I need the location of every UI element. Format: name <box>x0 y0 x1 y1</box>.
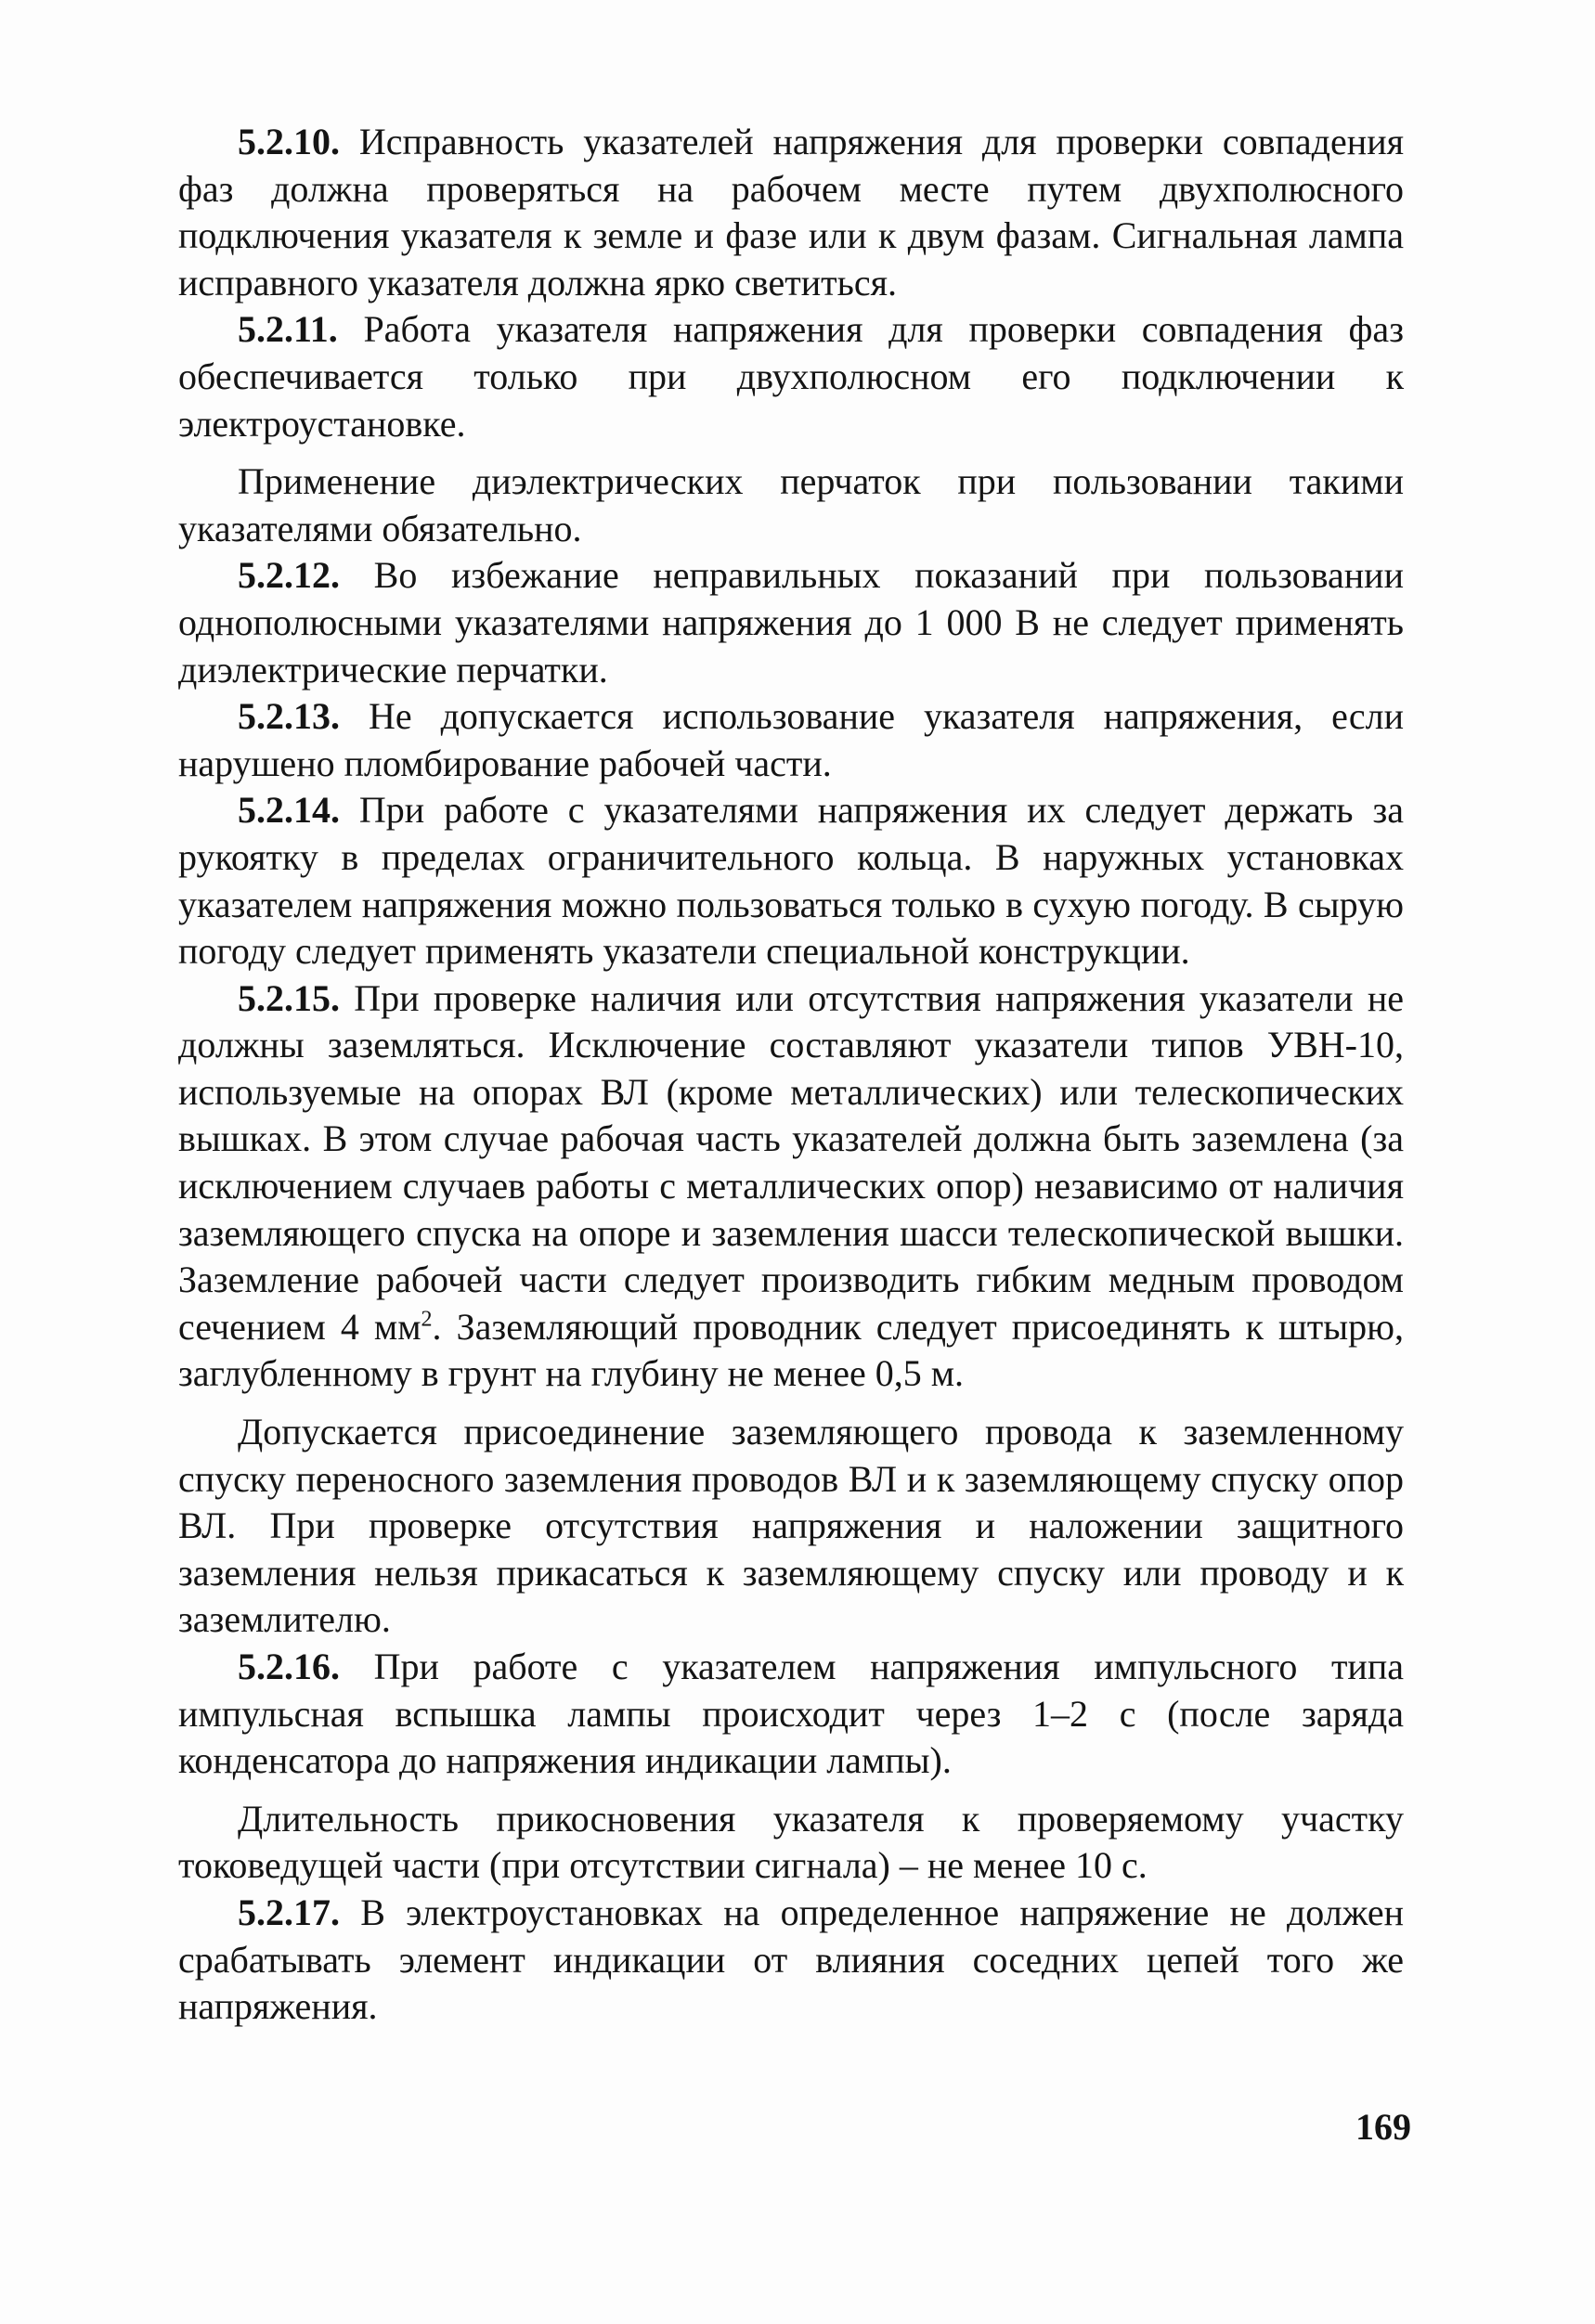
paragraph-text: В электроустановках на определенное напряжение не должен срабатывать элемент индикации от влияния соседних цепей того же напряжения. <box>178 1891 1404 2028</box>
paragraph-dielectric-gloves <box>178 458 1404 552</box>
paragraph-text-tail: . Заземляющий проводник следует присоединять к штырю, заглубленному в грунт на глубину не менее 0,5 м. <box>178 1305 1404 1395</box>
clause-number: 5.2.17. <box>238 1891 340 1933</box>
clause-number: 5.2.10. <box>238 121 340 162</box>
paragraph-text: Применение диэлектрических перчаток при пользовании такими указателями обязательно. <box>178 460 1404 549</box>
paragraph-text: При работе с указателями напряжения их следует держать за рукоятку в пределах ограничительного кольца. В наружных установках указателем напряжения можно пользоваться только в сухую погоду. В сырую погоду следует применять указатели специальной конструкции. <box>178 789 1404 973</box>
paragraph-5-2-11 <box>178 306 1404 447</box>
clause-number: 5.2.13. <box>238 695 340 738</box>
paragraph-contact-duration <box>178 1796 1404 1890</box>
paragraph-text: Длительность прикосновения указателя к проверяемому участку токоведущей части (при отсутствии сигнала) – не менее 10 с. <box>178 1797 1404 1887</box>
paragraph-5-2-17 <box>178 1890 1404 2031</box>
paragraph-text: Во избежание неправильных показаний при пользовании однополюсными указателями напряжения до 1 000 В не следует применять диэлектрические перчатки. <box>178 554 1404 691</box>
paragraph-text: При работе с указателем напряжения импульсного типа импульсная вспышка лампы происходит через 1–2 с (после заряда конденсатора до напряжения индикации лампы). <box>178 1646 1404 1782</box>
paragraph-5-2-12 <box>178 552 1404 693</box>
paragraph-5-2-13 <box>178 693 1404 787</box>
clause-number: 5.2.12. <box>238 554 340 597</box>
paragraph-text: Исправность указателей напряжения для проверки совпадения фаз должна проверяться на рабочем месте путем двухполюсного подключения указателя к земле и фазе или к двум фазам. Сигнальная лампа исправного указателя должна ярко светиться. <box>178 121 1404 303</box>
clause-number: 5.2.15. <box>238 976 340 1019</box>
paragraph-text: Допускается присоединение заземляющего провода к заземленному спуску переносного заземления проводов ВЛ и к заземляющему спуску опор ВЛ. При проверке отсутствия напряжения и наложении защитного заземления нельзя прикасаться к заземляющему спуску или проводу и к заземлителю. <box>178 1411 1404 1641</box>
clause-number: 5.2.16. <box>238 1646 340 1687</box>
paragraph-grounding-connection <box>178 1409 1404 1644</box>
paragraph-5-2-16 <box>178 1644 1404 1785</box>
page-number: 169 <box>1355 2106 1411 2148</box>
clause-number: 5.2.14. <box>238 789 340 832</box>
paragraph-text: Не допускается использование указателя напряжения, если нарушено пломбирование рабочей части. <box>178 695 1404 784</box>
paragraph-text: При проверке наличия или отсутствия напряжения указатели не должны заземляться. Исключение составляют указатели типов УВН-10, используемые на опорах ВЛ (кроме металлических) или телескопических вышках. В этом случае рабочая часть указателей должна быть заземлена (за исключением случаев работы с металлических опор) независимо от наличия заземляющего спуска на опоре и заземления шасси телескопической вышки. Заземление рабочей части следует производить гибким медным проводом сечением 4 мм <box>178 976 1404 1348</box>
superscript-exponent: 2 <box>421 1307 433 1332</box>
paragraph-text: Работа указателя напряжения для проверки совпадения фаз обеспечивается только при двухполюсном его подключении к электроустановке. <box>178 308 1404 445</box>
clause-number: 5.2.11. <box>238 308 338 351</box>
body-text <box>178 119 1404 2031</box>
paragraph-5-2-10 <box>178 119 1404 306</box>
paragraph-5-2-15 <box>178 975 1404 1398</box>
paragraph-5-2-14 <box>178 787 1404 975</box>
